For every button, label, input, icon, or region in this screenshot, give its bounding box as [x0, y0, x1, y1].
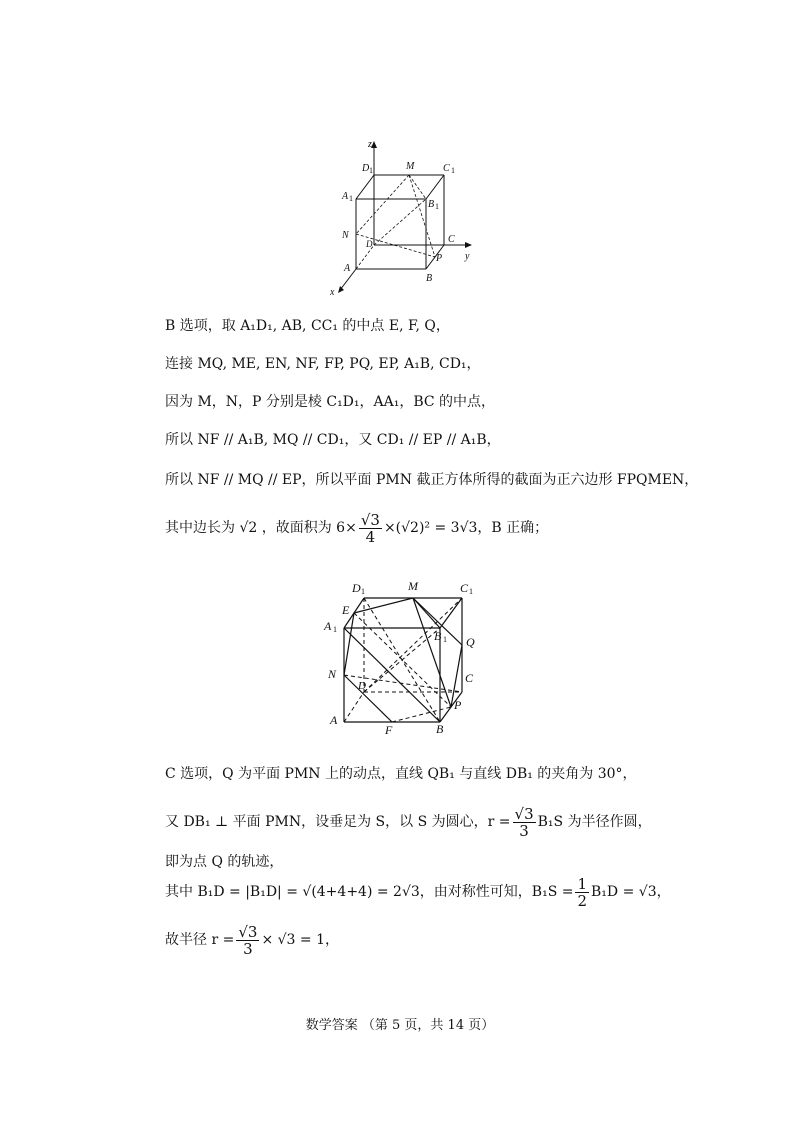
text-line-9: 即为点 Q 的轨迹，	[165, 854, 284, 870]
svg-text:E: E	[342, 603, 350, 617]
text-line-3: 因为 M，N，P 分别是棱 C₁D₁，AA₁，BC 的中点，	[165, 394, 496, 410]
svg-text:P: P	[436, 253, 443, 264]
text-line-1: B 选项，取 A₁D₁, AB, CC₁ 的中点 E, F, Q，	[165, 318, 450, 334]
svg-text:D: D	[366, 239, 373, 249]
svg-text:N: N	[328, 667, 337, 681]
svg-text:A: A	[344, 263, 351, 274]
svg-text:C: C	[460, 581, 469, 595]
svg-text:B: B	[426, 273, 433, 284]
svg-text:A: A	[324, 619, 332, 633]
svg-text:D: D	[358, 680, 366, 692]
svg-text:F: F	[385, 723, 393, 736]
svg-text:1: 1	[469, 587, 473, 596]
svg-text:C: C	[465, 671, 474, 685]
text-line-11: 故半径 r = $\frac{√3}{3}$ × √3 = 1，	[165, 922, 339, 958]
text-line-7: C 选项，Q 为平面 PMN 上的动点，直线 QB₁ 与直线 DB₁ 的夹角为 30°，	[165, 766, 637, 782]
text-line-4: 所以 NF // A₁B, MQ // CD₁，又 CD₁ // EP // A₁B，	[165, 432, 501, 448]
svg-text:C: C	[443, 163, 450, 174]
svg-text:D: D	[362, 163, 370, 174]
page-footer: 数学答案 （第 5 页，共 14 页）	[305, 1018, 495, 1033]
svg-text:1: 1	[435, 202, 439, 211]
label-x: x	[330, 287, 335, 298]
cube-figure-axes	[330, 135, 480, 300]
svg-text:M: M	[406, 161, 415, 172]
svg-text:D: D	[352, 581, 361, 595]
svg-text:1: 1	[443, 635, 447, 644]
text-line-6: 其中边长为 √2 ，故面积为 6× $\frac{√3}{4}$ ×(√2)² = 3√3，B 正确；	[165, 510, 549, 546]
svg-text:1: 1	[369, 166, 373, 175]
svg-text:B: B	[436, 722, 444, 736]
text-line-2: 连接 MQ, ME, EN, NF, FP, PQ, EP, A₁B, CD₁，	[165, 356, 481, 372]
svg-text:M: M	[408, 579, 418, 593]
text-line-5: 所以 NF // MQ // EP，所以平面 PMN 截正方体所得的截面为正六边形 FPQMEN，	[165, 472, 699, 488]
text-line-10: 其中 B₁D = |B₁D| = √(4+4+4) = 2√3，由对称性可知，B₁S = $\frac{1}{2}$ B₁D = √3，	[165, 874, 671, 910]
svg-text:1: 1	[451, 166, 455, 175]
svg-text:A: A	[342, 191, 349, 202]
svg-text:B: B	[434, 629, 442, 643]
svg-text:B: B	[428, 199, 435, 210]
label-y: y	[465, 251, 470, 262]
svg-text:1: 1	[361, 587, 365, 596]
cube-figure-hexagon	[322, 576, 482, 736]
label-z: z	[368, 139, 372, 150]
svg-text:A: A	[330, 713, 338, 727]
svg-text:C: C	[448, 234, 455, 245]
svg-text:N: N	[342, 230, 349, 241]
svg-text:1: 1	[349, 194, 353, 203]
svg-text:P: P	[454, 698, 462, 712]
text-line-8: 又 DB₁ ⊥ 平面 PMN，设垂足为 S，以 S 为圆心，r = $\frac{√3}{3}$ B₁S 为半径作圆，	[165, 804, 652, 840]
svg-text:1: 1	[333, 625, 337, 634]
svg-text:Q: Q	[466, 635, 475, 649]
